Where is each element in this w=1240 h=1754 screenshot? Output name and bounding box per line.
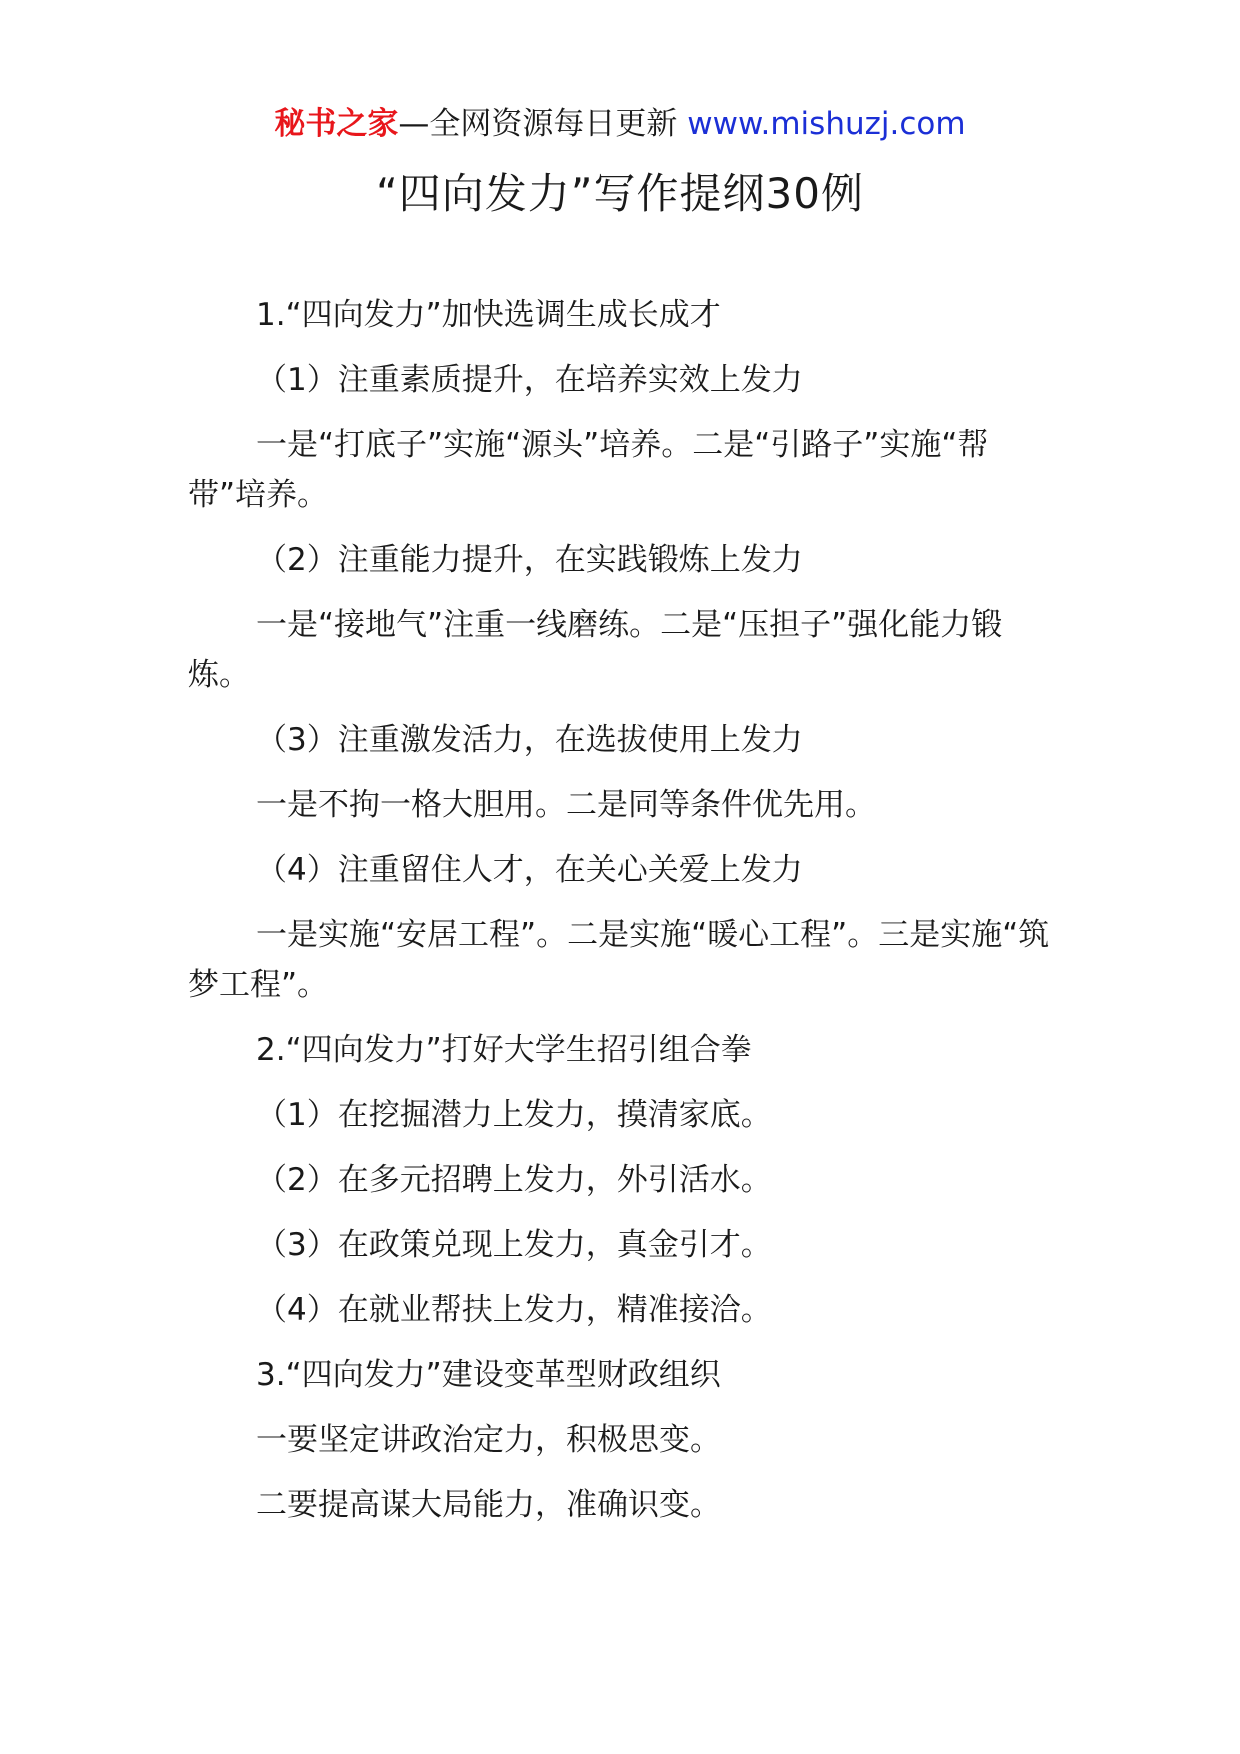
list-item-3-2: 二要提高谋大局能力，准确识变。 bbox=[256, 1487, 721, 1523]
subheading-1-1: （1）注重素质提升，在培养实效上发力 bbox=[256, 362, 803, 398]
section-heading-2: 2.“四向发力”打好大学生招引组合拳 bbox=[256, 1032, 752, 1068]
subheading-1-2: （2）注重能力提升，在实践锻炼上发力 bbox=[256, 542, 803, 578]
document-body bbox=[188, 290, 1058, 1530]
paragraph-1-1: 一是“打底子”实施“源头”培养。二是“引路子”实施“帮带”培养。 bbox=[188, 427, 989, 513]
site-url[interactable]: www.mishuzj.com bbox=[687, 106, 966, 142]
list-item-2-2: （2）在多元招聘上发力，外引活水。 bbox=[256, 1162, 772, 1198]
site-brand: 秘书之家 bbox=[274, 106, 399, 142]
list-item-2-4: （4）在就业帮扶上发力，精准接洽。 bbox=[256, 1292, 772, 1328]
list-item-2-3: （3）在政策兑现上发力，真金引才。 bbox=[256, 1227, 772, 1263]
paragraph-1-4: 一是实施“安居工程”。二是实施“暖心工程”。三是实施“筑梦工程”。 bbox=[188, 917, 1050, 1003]
site-header bbox=[0, 100, 1240, 148]
section-heading-1: 1.“四向发力”加快选调生成长成才 bbox=[256, 297, 721, 333]
list-item-3-1: 一要坚定讲政治定力，积极思变。 bbox=[256, 1422, 721, 1458]
paragraph-1-3: 一是不拘一格大胆用。二是同等条件优先用。 bbox=[256, 787, 876, 823]
list-item-2-1: （1）在挖掘潜力上发力，摸清家底。 bbox=[256, 1097, 772, 1133]
document-title: “四向发力”写作提纲30例 bbox=[376, 169, 864, 218]
paragraph-1-2: 一是“接地气”注重一线磨练。二是“压担子”强化能力锻炼。 bbox=[188, 607, 1003, 693]
section-heading-3: 3.“四向发力”建设变革型财政组织 bbox=[256, 1357, 721, 1393]
subheading-1-3: （3）注重激发活力，在选拔使用上发力 bbox=[256, 722, 803, 758]
site-tagline: —全网资源每日更新 bbox=[398, 106, 678, 142]
subheading-1-4: （4）注重留住人才，在关心关爱上发力 bbox=[256, 852, 803, 888]
